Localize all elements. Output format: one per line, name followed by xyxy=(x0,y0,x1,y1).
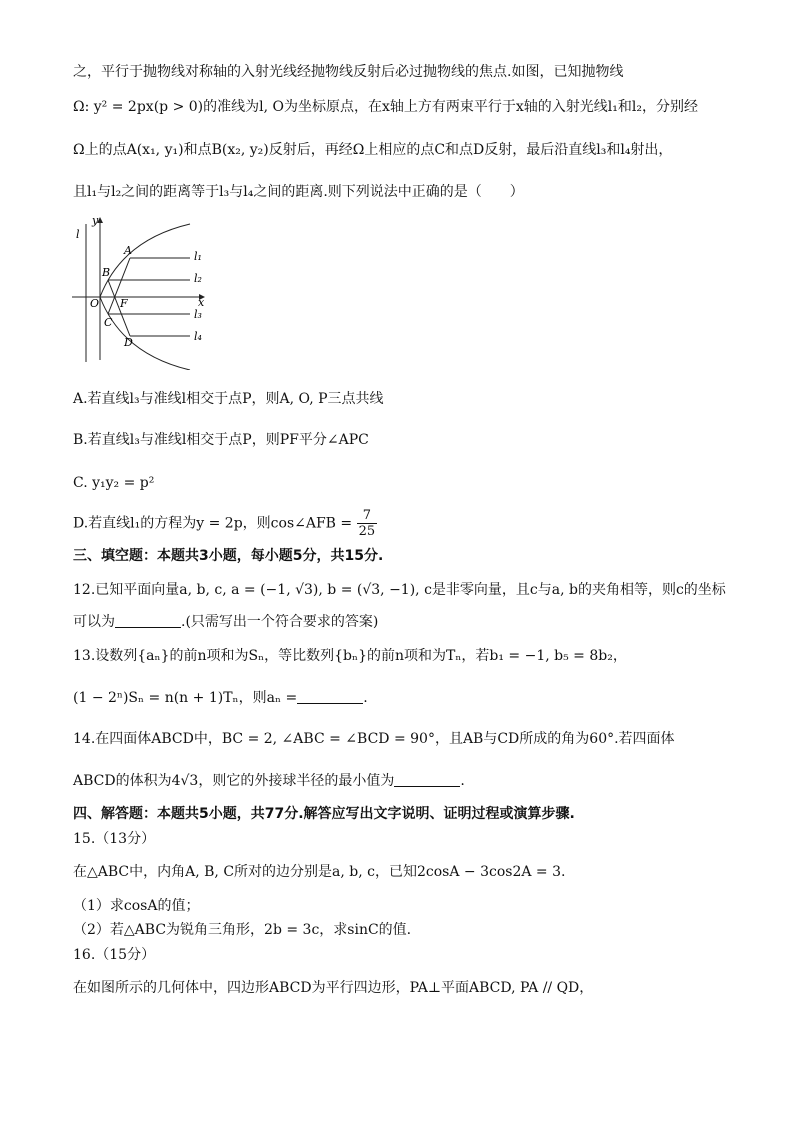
q14-suffix: . xyxy=(460,773,465,789)
intro-line-2: Ω: y² = 2px(p > 0)的准线为l, O为坐标原点，在x轴上方有两束平行于x轴的入射光线l₁和l₂，分别经 xyxy=(73,99,698,115)
label-l2: l₂ xyxy=(194,272,202,285)
label-l4: l₄ xyxy=(194,330,202,343)
label-D: D xyxy=(124,336,133,349)
q14-line-2 xyxy=(73,771,465,791)
fraction-denominator: 25 xyxy=(358,524,376,539)
option-b: B.若直线l₃与准线l相交于点P，则PF平分∠APC xyxy=(73,432,369,448)
parabola-figure xyxy=(62,210,222,370)
label-C: C xyxy=(104,316,113,329)
q15-part-2: （2）若△ABC为锐角三角形，2b = 3c，求sinC的值. xyxy=(73,922,412,938)
section4-heading: 四、解答题：本题共5小题，共77分.解答应写出文字说明、证明过程或演算步骤. xyxy=(73,806,575,822)
option-d-text: D.若直线l₁的方程为y = 2p，则cos∠AFB = xyxy=(73,515,353,532)
q15-header: 15.（13分） xyxy=(73,831,156,847)
label-l3: l₃ xyxy=(194,308,202,321)
q12-suffix: .(只需写出一个符合要求的答案) xyxy=(181,614,379,630)
fraction-numerator: 7 xyxy=(357,508,378,524)
q15-part-1: （1）求cosA的值； xyxy=(73,898,200,914)
q12-prefix: 可以为 xyxy=(73,614,115,630)
option-d xyxy=(73,508,377,539)
label-F: F xyxy=(120,297,128,310)
label-B: B xyxy=(102,266,111,279)
q12-line-2 xyxy=(73,612,378,632)
option-c: C. y₁y₂ = p² xyxy=(73,475,155,491)
intro-line-3: Ω上的点A(x₁, y₁)和点B(x₂, y₂)反射后，再经Ω上相应的点C和点D反射，最后沿直线l₃和l₄射出， xyxy=(73,142,673,158)
option-d-fraction xyxy=(357,508,378,539)
intro-line-1: 之，平行于抛物线对称轴的入射光线经抛物线反射后必过抛物线的焦点.如图，已知抛物线 xyxy=(73,64,624,80)
intro-line-4: 且l₁与l₂之间的距离等于l₃与l₄之间的距离.则下列说法中正确的是（ ） xyxy=(73,184,524,200)
label-x: x xyxy=(198,296,205,309)
q14-prefix: ABCD的体积为4√3，则它的外接球半径的最小值为 xyxy=(73,773,395,789)
q13-prefix: (1 − 2ⁿ)Sₙ = n(n + 1)Tₙ，则aₙ = xyxy=(73,690,298,706)
label-l1: l₁ xyxy=(194,250,202,263)
q16-header: 16.（15分） xyxy=(73,947,156,963)
option-a: A.若直线l₃与准线l相交于点P，则A, O, P三点共线 xyxy=(73,391,384,407)
q13-line-1: 13.设数列{aₙ}的前n项和为Sₙ，等比数列{bₙ}的前n项和为Tₙ，若b₁ = −1, b₅ = 8b₂， xyxy=(73,648,627,664)
q16-body: 在如图所示的几何体中，四边形ABCD为平行四边形，PA⊥平面ABCD, PA // QD， xyxy=(73,980,594,996)
q14-answer-blank xyxy=(394,772,460,787)
q12-answer-blank xyxy=(115,613,181,628)
label-A: A xyxy=(124,244,132,257)
label-O: O xyxy=(90,297,100,310)
q13-line-2 xyxy=(73,688,368,708)
q15-body: 在△ABC中，内角A, B, C所对的边分别是a, b, c，已知2cosA − 3cos2A = 3. xyxy=(73,864,566,880)
q14-line-1: 14.在四面体ABCD中，BC = 2, ∠ABC = ∠BCD = 90°，且AB与CD所成的角为60°.若四面体 xyxy=(73,731,675,747)
q12-line-1: 12.已知平面向量a, b, c, a = (−1, √3), b = (√3, −1), c是非零向量，且c与a, b的夹角相等，则c的坐标 xyxy=(73,582,726,598)
label-y: y xyxy=(92,214,99,227)
label-l: l xyxy=(76,228,80,241)
q13-answer-blank xyxy=(297,689,363,704)
section3-heading: 三、填空题：本题共3小题，每小题5分，共15分. xyxy=(73,548,384,564)
q13-suffix: . xyxy=(363,690,368,706)
